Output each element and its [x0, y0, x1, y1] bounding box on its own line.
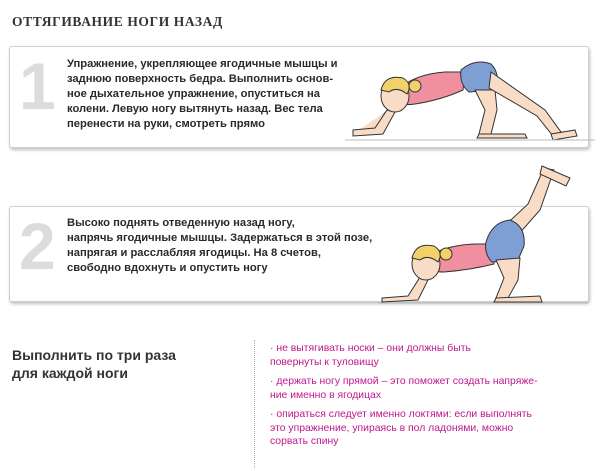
- exercise-figure-1: [345, 50, 595, 146]
- tip-item: · опираться следует именно локтями: если выполнять это упражнение, упираясь в пол ладонями, можно сорвать спину: [270, 409, 532, 447]
- tip-item: · не вытягивать носки – они должны быть повернуты к туловищу: [270, 343, 471, 368]
- tips-list: [270, 342, 595, 455]
- tip-item: · держать ногу прямой – это поможет создать напряже- ние именно в ягодицах: [270, 376, 538, 401]
- exercise-figure-2: [378, 160, 588, 305]
- repetition-summary: Выполнить по три раза для каждой ноги: [12, 347, 176, 381]
- step-number: 1: [19, 49, 56, 123]
- divider: [254, 340, 255, 468]
- step-description: Высоко поднять отведенную назад ногу, напрячь ягодичные мышцы. Задержаться в этой позе, напрягая и расслабляя ягодицы. На 8 счетов, свободно вдохнуть и опустить ногу: [67, 217, 373, 274]
- step-description: Упражнение, укрепляющее ягодичные мышцы и заднюю поверхность бедра. Выполнить основ- ное дыхательное упражнение, опуститься на колени. Левую ногу вытянуть назад. Вес тела перенести на руки, смотреть прямо: [67, 58, 338, 130]
- step-number: 2: [19, 209, 56, 283]
- page-title: ОТТЯГИВАНИЕ НОГИ НАЗАД: [12, 14, 223, 29]
